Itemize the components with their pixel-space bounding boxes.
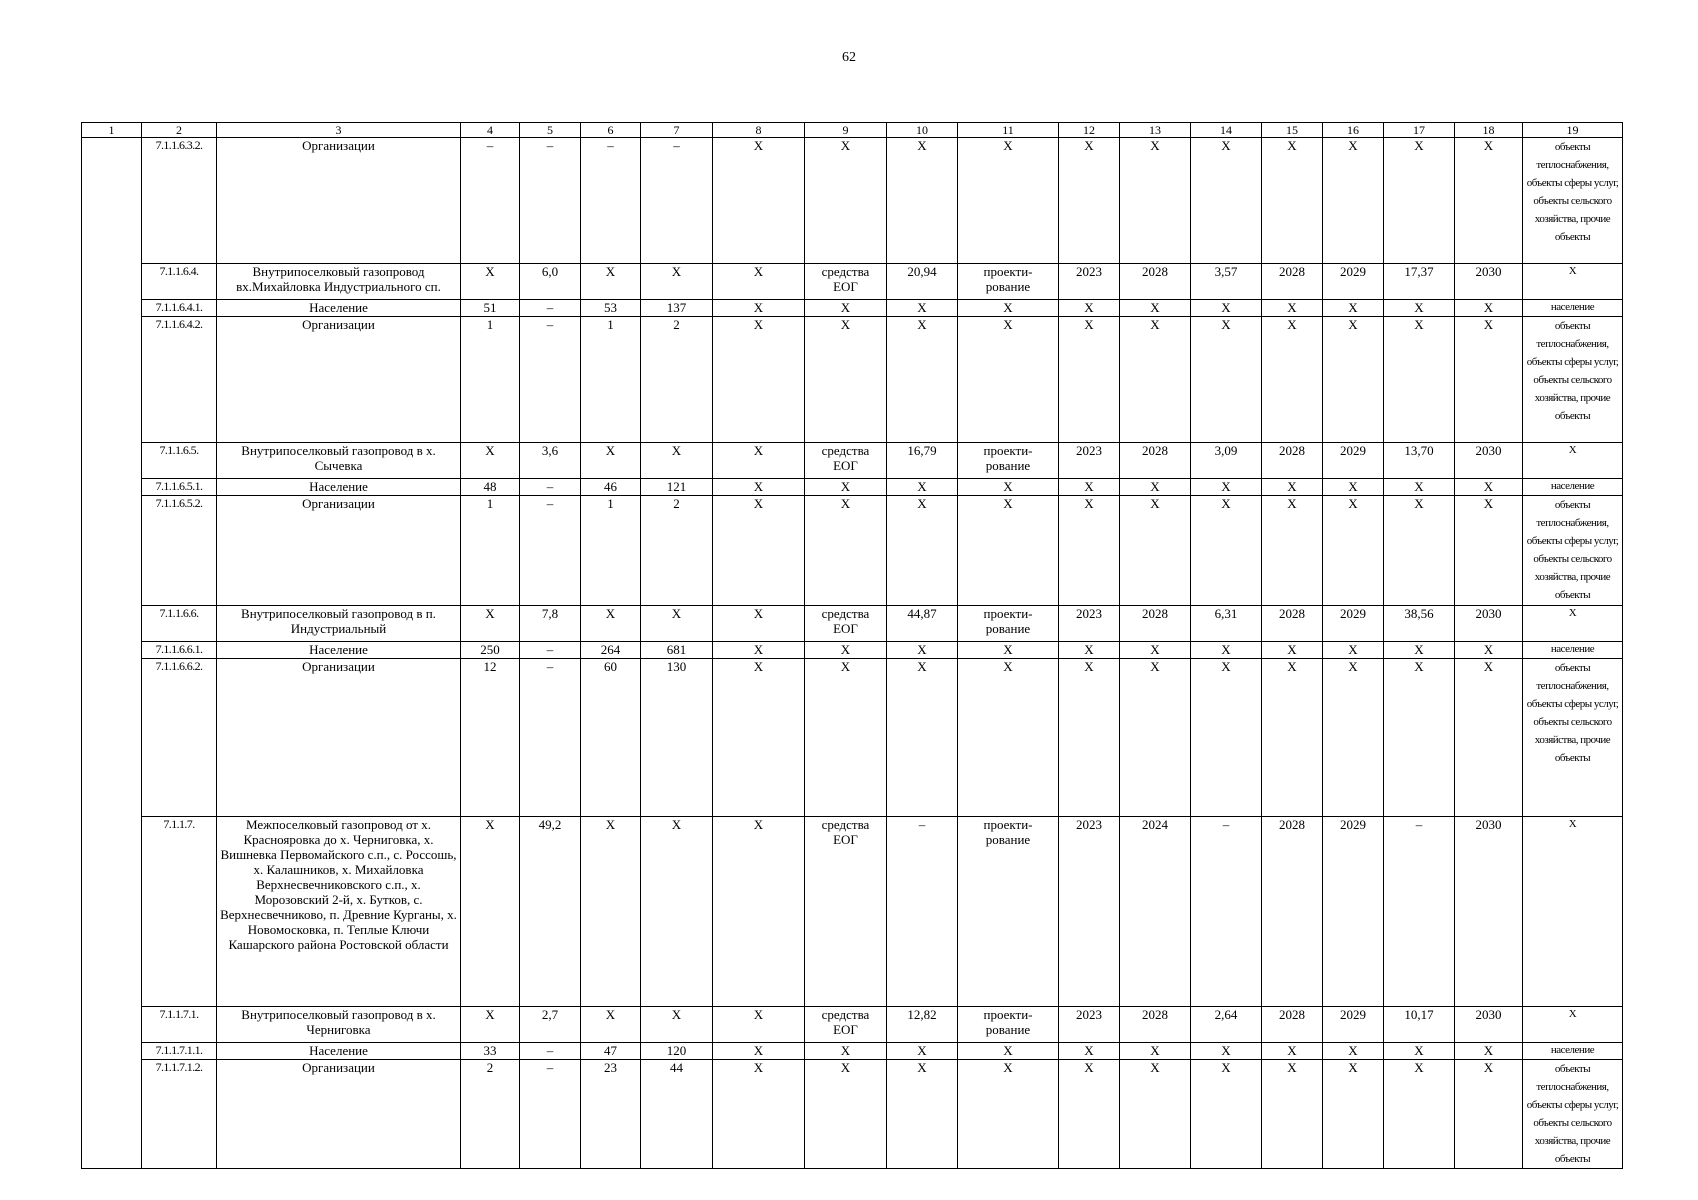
table-cell: 130 — [641, 659, 713, 817]
row-name: Организации — [217, 317, 461, 443]
table-cell: Х — [1059, 317, 1120, 443]
table-row — [82, 443, 1623, 479]
table-cell: Х — [887, 479, 958, 496]
row-name: Организации — [217, 659, 461, 817]
table-cell: 2030 — [1455, 1007, 1523, 1043]
table-cell: Х — [1262, 1060, 1323, 1169]
table-cell: 2028 — [1262, 606, 1323, 642]
table-cell: средства ЕОГ — [805, 1007, 887, 1043]
table-cell: 53 — [581, 300, 641, 317]
table-cell: Х — [1323, 496, 1384, 606]
table-cell: Х — [713, 1043, 805, 1060]
row-note: Х — [1523, 264, 1623, 300]
table-cell: 2030 — [1455, 264, 1523, 300]
table-cell: Х — [1384, 317, 1455, 443]
table-row — [82, 1060, 1623, 1169]
table-cell: – — [520, 659, 581, 817]
row-code: 7.1.1.7.1.1. — [142, 1043, 217, 1060]
table-cell: средства ЕОГ — [805, 264, 887, 300]
table-cell: 1 — [461, 317, 520, 443]
table-cell: Х — [887, 1043, 958, 1060]
row-note: объекты теплоснабжения, объекты сферы услуг, объекты сельского хозяйства, прочие объекты — [1523, 659, 1623, 817]
table-cell: Х — [805, 659, 887, 817]
column-header: 18 — [1455, 123, 1523, 138]
row-note: Х — [1523, 817, 1623, 1007]
table-cell: Х — [1191, 496, 1262, 606]
table-cell: Х — [1384, 1060, 1455, 1169]
table-cell: 2023 — [1059, 264, 1120, 300]
table-cell: 12,82 — [887, 1007, 958, 1043]
row-name: Внутрипоселковый газопровод в х. Сычевка — [217, 443, 461, 479]
table-cell: 47 — [581, 1043, 641, 1060]
table-cell: Х — [713, 659, 805, 817]
table-cell: Х — [1059, 1043, 1120, 1060]
column-1-cell — [82, 138, 142, 1169]
table-cell: Х — [461, 443, 520, 479]
row-name: Организации — [217, 1060, 461, 1169]
row-note: население — [1523, 300, 1623, 317]
table-cell: 250 — [461, 642, 520, 659]
table-cell: Х — [581, 606, 641, 642]
table-cell: Х — [1455, 300, 1523, 317]
table-cell: 2023 — [1059, 1007, 1120, 1043]
table-cell: Х — [1323, 659, 1384, 817]
table-cell: Х — [581, 443, 641, 479]
table-cell: 2028 — [1262, 1007, 1323, 1043]
table-cell: Х — [1059, 659, 1120, 817]
table-cell: Х — [1120, 659, 1191, 817]
row-name: Население — [217, 479, 461, 496]
table-cell: 12 — [461, 659, 520, 817]
table-cell: Х — [805, 642, 887, 659]
table-cell: 264 — [581, 642, 641, 659]
table-cell: 2028 — [1120, 1007, 1191, 1043]
table-cell: Х — [1455, 642, 1523, 659]
table-cell: проекти- рование — [958, 264, 1059, 300]
table-cell: 2028 — [1262, 264, 1323, 300]
table-cell: – — [520, 1060, 581, 1169]
table-cell: Х — [1323, 317, 1384, 443]
table-cell: Х — [887, 317, 958, 443]
table-cell: 2 — [641, 317, 713, 443]
table-cell: Х — [461, 1007, 520, 1043]
table-cell: 10,17 — [1384, 1007, 1455, 1043]
table-cell: 49,2 — [520, 817, 581, 1007]
column-header: 19 — [1523, 123, 1623, 138]
row-name: Внутрипоселковый газопровод вх.Михайловка Индустриального сп. — [217, 264, 461, 300]
table-cell: 46 — [581, 479, 641, 496]
table-cell: 2,64 — [1191, 1007, 1262, 1043]
table-cell: Х — [805, 1060, 887, 1169]
row-code: 7.1.1.6.6. — [142, 606, 217, 642]
table-cell: – — [461, 138, 520, 264]
table-cell: Х — [1384, 1043, 1455, 1060]
row-code: 7.1.1.7.1. — [142, 1007, 217, 1043]
column-header: 10 — [887, 123, 958, 138]
table-cell: – — [520, 479, 581, 496]
table-cell: Х — [1262, 317, 1323, 443]
table-cell: 13,70 — [1384, 443, 1455, 479]
table-row — [82, 138, 1623, 264]
table-cell: Х — [958, 300, 1059, 317]
table-cell: Х — [641, 817, 713, 1007]
row-note: Х — [1523, 1007, 1623, 1043]
table-cell: 2023 — [1059, 817, 1120, 1007]
table-cell: 7,8 — [520, 606, 581, 642]
table-cell: Х — [713, 642, 805, 659]
table-cell: Х — [1323, 300, 1384, 317]
table-cell: 121 — [641, 479, 713, 496]
table-cell: Х — [1191, 300, 1262, 317]
table-cell: средства ЕОГ — [805, 817, 887, 1007]
table-cell: Х — [641, 264, 713, 300]
row-name: Организации — [217, 138, 461, 264]
row-code: 7.1.1.6.3.2. — [142, 138, 217, 264]
table-cell: Х — [1323, 1043, 1384, 1060]
table-cell: Х — [958, 479, 1059, 496]
table-cell: 6,31 — [1191, 606, 1262, 642]
table-cell: Х — [1262, 479, 1323, 496]
column-header: 11 — [958, 123, 1059, 138]
table-cell: Х — [958, 659, 1059, 817]
table-cell: средства ЕОГ — [805, 606, 887, 642]
table-cell: Х — [1262, 138, 1323, 264]
table-cell: Х — [1384, 496, 1455, 606]
table-cell: Х — [713, 1007, 805, 1043]
table-cell: проекти- рование — [958, 443, 1059, 479]
table-cell: Х — [1120, 1060, 1191, 1169]
table-cell: – — [1191, 817, 1262, 1007]
table-cell: Х — [887, 642, 958, 659]
table-cell: – — [520, 300, 581, 317]
table-cell: Х — [1455, 496, 1523, 606]
table-cell: 120 — [641, 1043, 713, 1060]
table-cell: Х — [805, 138, 887, 264]
table-cell: Х — [1262, 300, 1323, 317]
table-cell: Х — [1059, 642, 1120, 659]
table-cell: Х — [713, 606, 805, 642]
table-cell: Х — [958, 642, 1059, 659]
table-cell: Х — [1262, 659, 1323, 817]
row-note: объекты теплоснабжения, объекты сферы услуг, объекты сельского хозяйства, прочие объекты — [1523, 1060, 1623, 1169]
table-cell: – — [520, 317, 581, 443]
table-cell: Х — [887, 659, 958, 817]
column-header: 12 — [1059, 123, 1120, 138]
table-cell: Х — [1059, 479, 1120, 496]
table-cell: Х — [461, 817, 520, 1007]
table-cell: 16,79 — [887, 443, 958, 479]
table-cell: Х — [581, 817, 641, 1007]
table-cell: 2029 — [1323, 606, 1384, 642]
page-number: 62 — [842, 50, 856, 65]
table-cell: Х — [1455, 138, 1523, 264]
column-header: 9 — [805, 123, 887, 138]
table-cell: 2029 — [1323, 443, 1384, 479]
table-cell: Х — [1323, 479, 1384, 496]
column-header: 15 — [1262, 123, 1323, 138]
table-cell: Х — [713, 1060, 805, 1169]
table-cell: 2028 — [1120, 606, 1191, 642]
table-cell: Х — [713, 817, 805, 1007]
column-header: 7 — [641, 123, 713, 138]
table-cell: Х — [1120, 496, 1191, 606]
table-cell: Х — [713, 300, 805, 317]
table-cell: 1 — [461, 496, 520, 606]
table-cell: 2023 — [1059, 606, 1120, 642]
table-cell: проекти- рование — [958, 817, 1059, 1007]
table-cell: Х — [958, 1043, 1059, 1060]
data-table — [81, 122, 1623, 1169]
table-cell: проекти- рование — [958, 606, 1059, 642]
column-header: 6 — [581, 123, 641, 138]
table-cell: Х — [1120, 300, 1191, 317]
table-cell: Х — [805, 300, 887, 317]
table-row — [82, 317, 1623, 443]
row-name: Население — [217, 642, 461, 659]
table-cell: 23 — [581, 1060, 641, 1169]
table-cell: Х — [1191, 659, 1262, 817]
table-cell: Х — [1191, 642, 1262, 659]
table-cell: Х — [1120, 317, 1191, 443]
table-cell: Х — [1384, 300, 1455, 317]
table-cell: Х — [887, 300, 958, 317]
table-cell: Х — [958, 317, 1059, 443]
table-row — [82, 817, 1623, 1007]
table-cell: 2028 — [1120, 264, 1191, 300]
row-code: 7.1.1.6.5.1. — [142, 479, 217, 496]
table-cell: Х — [1191, 479, 1262, 496]
table-cell: Х — [581, 1007, 641, 1043]
row-name: Внутрипоселковый газопровод в х. Черниговка — [217, 1007, 461, 1043]
row-code: 7.1.1.7.1.2. — [142, 1060, 217, 1169]
row-code: 7.1.1.6.6.1. — [142, 642, 217, 659]
table-cell: – — [887, 817, 958, 1007]
table-cell: Х — [1191, 1043, 1262, 1060]
row-note: Х — [1523, 443, 1623, 479]
table-cell: 2 — [461, 1060, 520, 1169]
table-cell: 2,7 — [520, 1007, 581, 1043]
table-cell: 1 — [581, 496, 641, 606]
table-cell: Х — [581, 264, 641, 300]
row-code: 7.1.1.6.6.2. — [142, 659, 217, 817]
table-row — [82, 1043, 1623, 1060]
table-cell: Х — [958, 1060, 1059, 1169]
table-cell: Х — [958, 138, 1059, 264]
table-cell: 3,09 — [1191, 443, 1262, 479]
table-row — [82, 479, 1623, 496]
row-note: население — [1523, 479, 1623, 496]
row-code: 7.1.1.6.4.1. — [142, 300, 217, 317]
table-cell: 137 — [641, 300, 713, 317]
table-cell: – — [1384, 817, 1455, 1007]
column-header: 1 — [82, 123, 142, 138]
table-cell: 2030 — [1455, 817, 1523, 1007]
table-cell: – — [520, 1043, 581, 1060]
table-cell: – — [520, 138, 581, 264]
table-cell: Х — [1120, 642, 1191, 659]
table-cell: 2028 — [1262, 817, 1323, 1007]
table-cell: Х — [958, 496, 1059, 606]
table-cell: Х — [1262, 642, 1323, 659]
row-code: 7.1.1.6.5. — [142, 443, 217, 479]
table-cell: Х — [713, 496, 805, 606]
row-note: объекты теплоснабжения, объекты сферы услуг, объекты сельского хозяйства, прочие объекты — [1523, 496, 1623, 606]
table-cell: 2029 — [1323, 264, 1384, 300]
table-cell: 1 — [581, 317, 641, 443]
row-name: Внутрипоселковый газопровод в п. Индустриальный — [217, 606, 461, 642]
row-name: Межпоселковый газопровод от х. Краснояровка до х. Черниговка, х. Вишневка Первомайского с.п., с. Россошь, х. Калашников, х. Михайловка Верхнесвечниковского с.п., х. Морозовский 2-й, х. Бутков, с. Верхнесвечниково, п. Древние Курганы, х. Новомосковка, п. Теплые Ключи Кашарского района Ростовской области — [217, 817, 461, 1007]
table-cell: Х — [1120, 479, 1191, 496]
table-cell: Х — [1120, 138, 1191, 264]
table-cell: Х — [1262, 496, 1323, 606]
column-header: 5 — [520, 123, 581, 138]
table-cell: Х — [641, 443, 713, 479]
table-cell: 44 — [641, 1060, 713, 1169]
table-row — [82, 1007, 1623, 1043]
table-cell: Х — [1455, 1043, 1523, 1060]
table-cell: – — [520, 496, 581, 606]
column-header: 16 — [1323, 123, 1384, 138]
row-name: Население — [217, 1043, 461, 1060]
table-cell: Х — [887, 1060, 958, 1169]
table-cell: 48 — [461, 479, 520, 496]
table-cell: 2028 — [1262, 443, 1323, 479]
table-cell: 2024 — [1120, 817, 1191, 1007]
table-row — [82, 300, 1623, 317]
table-cell: 2030 — [1455, 443, 1523, 479]
column-header: 2 — [142, 123, 217, 138]
table-cell: Х — [1384, 138, 1455, 264]
table-cell: 44,87 — [887, 606, 958, 642]
table-cell: Х — [1059, 1060, 1120, 1169]
row-note: население — [1523, 1043, 1623, 1060]
table-cell: 3,6 — [520, 443, 581, 479]
table-row — [82, 264, 1623, 300]
table-cell: Х — [1262, 1043, 1323, 1060]
column-header: 3 — [217, 123, 461, 138]
table-cell: 38,56 — [1384, 606, 1455, 642]
table-cell: 3,57 — [1191, 264, 1262, 300]
table-cell: Х — [1191, 138, 1262, 264]
table-cell: 2028 — [1120, 443, 1191, 479]
table-row — [82, 496, 1623, 606]
row-code: 7.1.1.6.4. — [142, 264, 217, 300]
table-cell: 681 — [641, 642, 713, 659]
row-name: Население — [217, 300, 461, 317]
header-row — [82, 123, 1623, 138]
table-cell: Х — [713, 479, 805, 496]
table-cell: 2023 — [1059, 443, 1120, 479]
table-cell: Х — [1323, 642, 1384, 659]
table-cell: Х — [1384, 642, 1455, 659]
table-cell: – — [641, 138, 713, 264]
table-cell: Х — [1384, 659, 1455, 817]
table-cell: Х — [1455, 479, 1523, 496]
table-cell: Х — [887, 138, 958, 264]
table-cell: – — [581, 138, 641, 264]
column-header: 8 — [713, 123, 805, 138]
row-name: Организации — [217, 496, 461, 606]
table-cell: Х — [713, 317, 805, 443]
table-cell: Х — [1059, 300, 1120, 317]
table-cell: Х — [713, 138, 805, 264]
table-cell: Х — [1059, 138, 1120, 264]
table-cell: Х — [1455, 1060, 1523, 1169]
table-cell: Х — [461, 264, 520, 300]
table-cell: 20,94 — [887, 264, 958, 300]
table-cell: средства ЕОГ — [805, 443, 887, 479]
table-cell: Х — [1191, 1060, 1262, 1169]
table-cell: Х — [805, 479, 887, 496]
table-cell: Х — [1059, 496, 1120, 606]
table-cell: – — [520, 642, 581, 659]
table-cell: Х — [1323, 1060, 1384, 1169]
table-cell: Х — [713, 443, 805, 479]
table-cell: Х — [1455, 317, 1523, 443]
table-cell: Х — [641, 1007, 713, 1043]
column-header: 14 — [1191, 123, 1262, 138]
table-cell: Х — [805, 317, 887, 443]
table-cell: 33 — [461, 1043, 520, 1060]
row-code: 7.1.1.7. — [142, 817, 217, 1007]
table-cell: 17,37 — [1384, 264, 1455, 300]
table-cell: Х — [1455, 659, 1523, 817]
row-note: население — [1523, 642, 1623, 659]
table-cell: 51 — [461, 300, 520, 317]
column-header: 4 — [461, 123, 520, 138]
table-cell: проекти- рование — [958, 1007, 1059, 1043]
column-header: 17 — [1384, 123, 1455, 138]
row-code: 7.1.1.6.5.2. — [142, 496, 217, 606]
table-cell: Х — [805, 1043, 887, 1060]
table-cell: Х — [887, 496, 958, 606]
table-cell: Х — [805, 496, 887, 606]
table-cell: Х — [1191, 317, 1262, 443]
row-code: 7.1.1.6.4.2. — [142, 317, 217, 443]
row-note: объекты теплоснабжения, объекты сферы услуг, объекты сельского хозяйства, прочие объекты — [1523, 138, 1623, 264]
table-cell: Х — [641, 606, 713, 642]
table-cell: 6,0 — [520, 264, 581, 300]
row-note: Х — [1523, 606, 1623, 642]
table-cell: Х — [1120, 1043, 1191, 1060]
table-cell: 2029 — [1323, 817, 1384, 1007]
table-cell: Х — [1323, 138, 1384, 264]
table-row — [82, 659, 1623, 817]
table-cell: 60 — [581, 659, 641, 817]
table-cell: 2030 — [1455, 606, 1523, 642]
table-row — [82, 642, 1623, 659]
table-cell: Х — [713, 264, 805, 300]
table-row — [82, 606, 1623, 642]
table-cell: Х — [1384, 479, 1455, 496]
table-cell: Х — [461, 606, 520, 642]
column-header: 13 — [1120, 123, 1191, 138]
row-note: объекты теплоснабжения, объекты сферы услуг, объекты сельского хозяйства, прочие объекты — [1523, 317, 1623, 443]
table-cell: 2 — [641, 496, 713, 606]
table-cell: 2029 — [1323, 1007, 1384, 1043]
